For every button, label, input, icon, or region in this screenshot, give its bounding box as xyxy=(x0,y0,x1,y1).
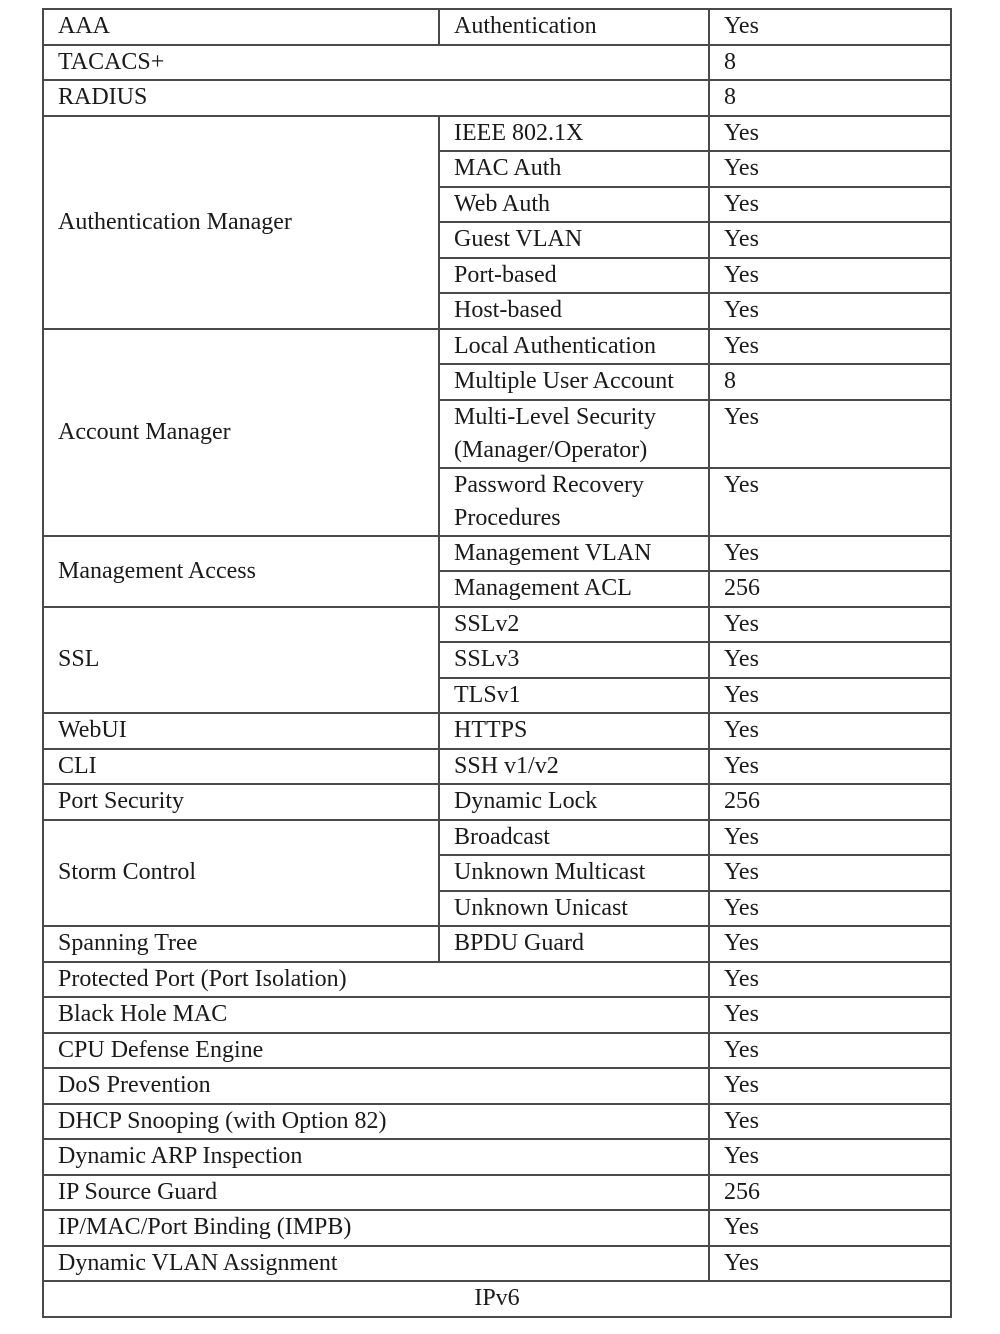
table-cell: SSLv2 xyxy=(439,607,709,643)
table-row xyxy=(43,1104,951,1140)
table-cell: 256 xyxy=(709,571,951,607)
table-cell: Password Recovery Procedures xyxy=(439,468,709,536)
table-row xyxy=(43,45,951,81)
table-row xyxy=(43,607,951,643)
table-cell: Yes xyxy=(709,997,951,1033)
table-row xyxy=(43,1068,951,1104)
table-cell: Yes xyxy=(709,222,951,258)
table-cell: Yes xyxy=(709,293,951,329)
table-cell: Yes xyxy=(709,468,951,536)
table-row xyxy=(43,997,951,1033)
table-cell: TACACS+ xyxy=(43,45,709,81)
table-cell: Yes xyxy=(709,258,951,294)
table-cell: Yes xyxy=(709,642,951,678)
table-cell: SSLv3 xyxy=(439,642,709,678)
table-cell: Management VLAN xyxy=(439,536,709,572)
table-cell: Guest VLAN xyxy=(439,222,709,258)
table-cell: Multi-Level Security (Manager/Operator) xyxy=(439,400,709,468)
table-cell: Storm Control xyxy=(43,820,439,927)
table-cell: MAC Auth xyxy=(439,151,709,187)
table-row xyxy=(43,749,951,785)
table-cell: AAA xyxy=(43,9,439,45)
table-cell: IPv6 xyxy=(43,1281,951,1317)
table-cell: Account Manager xyxy=(43,329,439,536)
table-cell: Yes xyxy=(709,749,951,785)
table-cell: TLSv1 xyxy=(439,678,709,714)
table-cell: SSH v1/v2 xyxy=(439,749,709,785)
table-row xyxy=(43,80,951,116)
table-cell: Yes xyxy=(709,1210,951,1246)
table-cell: 8 xyxy=(709,364,951,400)
table-cell: 256 xyxy=(709,784,951,820)
table-cell: Yes xyxy=(709,329,951,365)
table-cell: Unknown Unicast xyxy=(439,891,709,927)
table-cell: Host-based xyxy=(439,293,709,329)
table-cell: Spanning Tree xyxy=(43,926,439,962)
table-body xyxy=(43,9,951,1317)
table-row xyxy=(43,1281,951,1317)
table-row xyxy=(43,926,951,962)
table-cell: Yes xyxy=(709,1033,951,1069)
table-cell: 256 xyxy=(709,1175,951,1211)
table-cell: Multiple User Account xyxy=(439,364,709,400)
table-cell: Yes xyxy=(709,400,951,468)
table-cell: Yes xyxy=(709,855,951,891)
table-cell: Yes xyxy=(709,536,951,572)
table-cell: Dynamic VLAN Assignment xyxy=(43,1246,709,1282)
table-cell: DoS Prevention xyxy=(43,1068,709,1104)
table-cell: Yes xyxy=(709,1139,951,1175)
table-cell: DHCP Snooping (with Option 82) xyxy=(43,1104,709,1140)
table-cell: Yes xyxy=(709,713,951,749)
table-cell: Yes xyxy=(709,607,951,643)
table-cell: Unknown Multicast xyxy=(439,855,709,891)
table-cell: Protected Port (Port Isolation) xyxy=(43,962,709,998)
table-cell: Black Hole MAC xyxy=(43,997,709,1033)
table-cell: WebUI xyxy=(43,713,439,749)
table-cell: Yes xyxy=(709,1068,951,1104)
table-cell: Authentication xyxy=(439,9,709,45)
table-row xyxy=(43,1175,951,1211)
table-cell: Yes xyxy=(709,9,951,45)
table-row xyxy=(43,1246,951,1282)
table-cell: Yes xyxy=(709,891,951,927)
table-cell: Yes xyxy=(709,1104,951,1140)
table-cell: Local Authentication xyxy=(439,329,709,365)
table-row xyxy=(43,713,951,749)
table-cell: CPU Defense Engine xyxy=(43,1033,709,1069)
table-cell: 8 xyxy=(709,45,951,81)
table-cell: SSL xyxy=(43,607,439,714)
table-row xyxy=(43,536,951,572)
table-cell: Port-based xyxy=(439,258,709,294)
table-cell: Yes xyxy=(709,1246,951,1282)
table-cell: Dynamic Lock xyxy=(439,784,709,820)
table-cell: Yes xyxy=(709,116,951,152)
table-cell: Dynamic ARP Inspection xyxy=(43,1139,709,1175)
table-row xyxy=(43,329,951,365)
table-cell: Yes xyxy=(709,678,951,714)
table-row xyxy=(43,1033,951,1069)
security-features-table xyxy=(42,8,952,1318)
table-cell: RADIUS xyxy=(43,80,709,116)
table-cell: Yes xyxy=(709,820,951,856)
table-cell: Yes xyxy=(709,926,951,962)
table-cell: IP Source Guard xyxy=(43,1175,709,1211)
table-cell: Yes xyxy=(709,187,951,223)
table-cell: IP/MAC/Port Binding (IMPB) xyxy=(43,1210,709,1246)
table-row xyxy=(43,1210,951,1246)
table-row xyxy=(43,1139,951,1175)
table-cell: Authentication Manager xyxy=(43,116,439,329)
table-cell: Port Security xyxy=(43,784,439,820)
table-cell: HTTPS xyxy=(439,713,709,749)
table-cell: Web Auth xyxy=(439,187,709,223)
table-cell: CLI xyxy=(43,749,439,785)
table-row xyxy=(43,116,951,152)
table-cell: BPDU Guard xyxy=(439,926,709,962)
table-cell: 8 xyxy=(709,80,951,116)
table-row xyxy=(43,820,951,856)
table-cell: Yes xyxy=(709,151,951,187)
table-cell: Yes xyxy=(709,962,951,998)
table-cell: Management ACL xyxy=(439,571,709,607)
table-cell: IEEE 802.1X xyxy=(439,116,709,152)
table-row xyxy=(43,784,951,820)
table-cell: Management Access xyxy=(43,536,439,607)
table-cell: Broadcast xyxy=(439,820,709,856)
table-row xyxy=(43,9,951,45)
table-row xyxy=(43,962,951,998)
